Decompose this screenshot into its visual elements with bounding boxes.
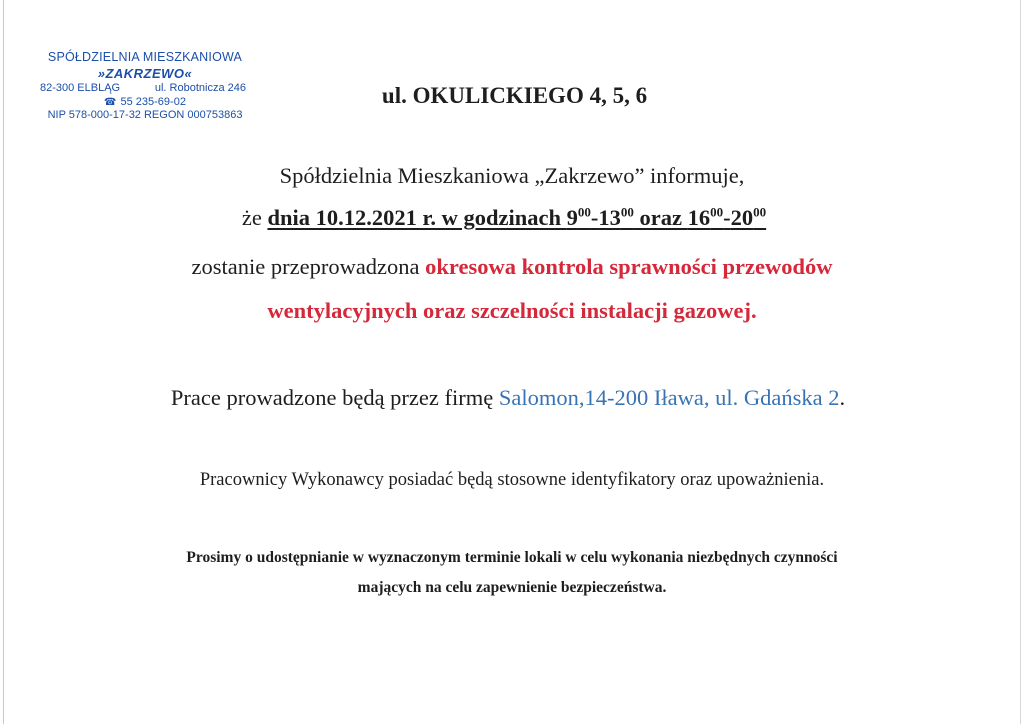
time-1-hour: 9 bbox=[566, 205, 578, 230]
time-connector: oraz bbox=[633, 205, 688, 230]
check-line bbox=[0, 254, 1024, 280]
stamp-ids: NIP 578-000-17-32 REGON 000753863 bbox=[47, 109, 243, 122]
works-line bbox=[0, 385, 1024, 411]
company-info: Salomon,14-200 Iława, ul. Gdańska 2 bbox=[498, 385, 840, 410]
time-4-hour: 20 bbox=[730, 205, 754, 230]
stamp-org-line: SPÓŁDZIELNIA MIESZKANIOWA bbox=[47, 50, 243, 64]
time-1-minutes: 00 bbox=[577, 204, 591, 220]
check-line-2: wentylacyjnych oraz szczelności instalacji gazowej. bbox=[267, 298, 757, 323]
stamp-city: 82-300 ELBLĄG bbox=[40, 81, 121, 94]
time-3-minutes: 00 bbox=[710, 204, 724, 220]
time-2-minutes: 00 bbox=[620, 204, 634, 220]
time-2-hour: 13 bbox=[598, 205, 621, 230]
phone-icon: ☎ bbox=[104, 96, 117, 108]
time-4-minutes: 00 bbox=[753, 204, 767, 220]
stamp-name: »ZAKRZEWO« bbox=[97, 65, 193, 81]
time-dash-2: - bbox=[723, 205, 731, 230]
request-line-1: Prosimy o udostępnianie w wyznaczonym terminie lokali w celu wykonania niezbędnych czynności bbox=[186, 549, 838, 566]
works-prefix: Prace prowadzone będą przez firmę bbox=[170, 385, 499, 410]
time-3-hour: 16 bbox=[687, 205, 711, 230]
date-line bbox=[0, 205, 1024, 231]
check-prefix: zostanie przeprowadzona bbox=[191, 254, 426, 279]
intro-line: Spółdzielnia Mieszkaniowa „Zakrzewo” informuje, bbox=[279, 163, 745, 188]
page-title: ul. OKULICKIEGO 4, 5, 6 bbox=[381, 83, 648, 108]
time-dash-1: - bbox=[590, 205, 599, 230]
request-line-2: mających na celu zapewnienie bezpieczeństwa. bbox=[357, 579, 667, 596]
date-text: dnia 10.12.2021 r. w godzinach bbox=[267, 205, 567, 230]
stamp-phone: 55 235-69-02 bbox=[120, 95, 186, 108]
date-prefix: że bbox=[241, 205, 268, 230]
stamp-street: ul. Robotnicza 246 bbox=[154, 81, 246, 94]
check-highlight: okresowa kontrola sprawności przewodów bbox=[425, 254, 833, 279]
date-emphasis bbox=[267, 205, 766, 230]
works-suffix: . bbox=[839, 385, 846, 410]
workers-line: Pracownicy Wykonawcy posiadać będą stosowne identyfikatory oraz upoważnienia. bbox=[199, 470, 825, 490]
